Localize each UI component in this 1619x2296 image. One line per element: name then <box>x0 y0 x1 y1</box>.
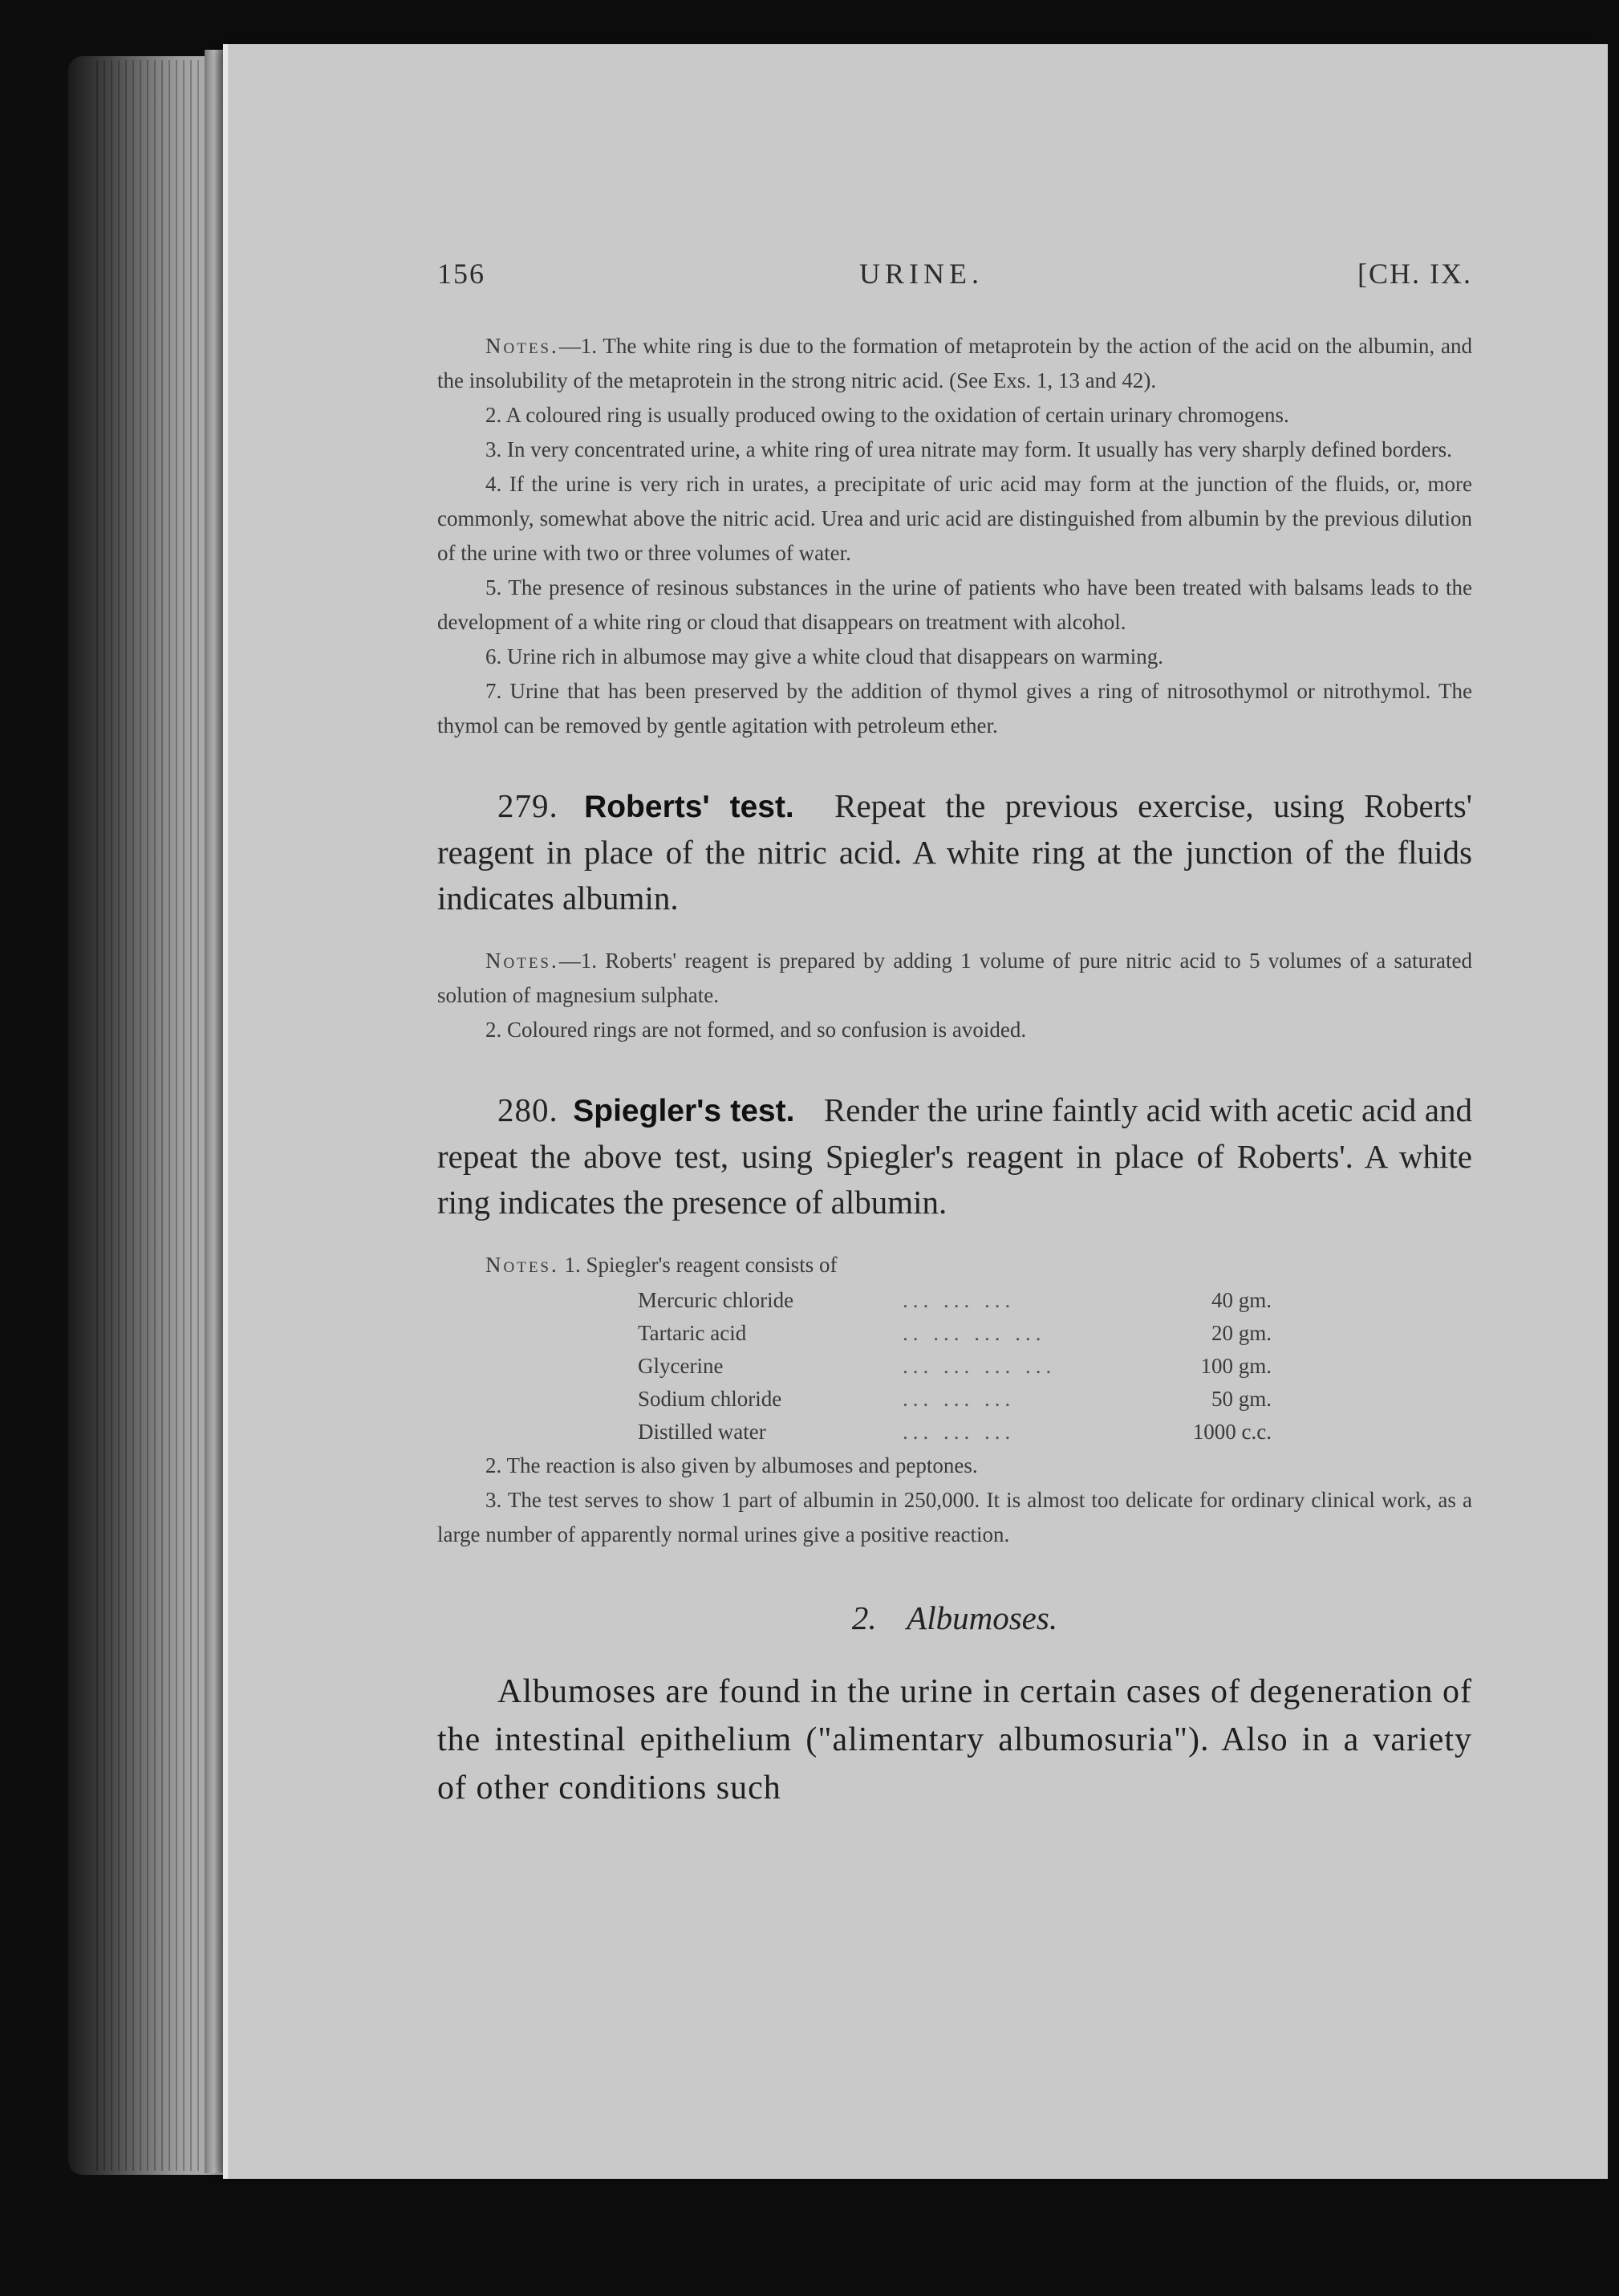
exercise-title: Roberts' test. <box>584 790 794 824</box>
page-gutter <box>205 50 224 2173</box>
section-title: Albumoses. <box>907 1599 1058 1636</box>
albumoses-paragraph: Albumoses are found in the urine in certain cases of degeneration of the intestinal epithelium ("alimentary albumosuria"). Also in a variety of other conditions such <box>437 1673 1472 1806</box>
recipe-row: Mercuric chloride ... ... ... 40 gm. <box>638 1288 1272 1312</box>
note-item: 4. If the urine is very rich in urates, a precipitate of uric acid may form at the junction of the fluids, or, more commonly, somewhat above the nitric acid. Urea and uric acid are distinguished from albumin by the previous dilution of the urine with two or three volumes of water. <box>437 472 1472 565</box>
note-item: 2. The reaction is also given by albumoses and peptones. <box>485 1453 978 1477</box>
recipe-row: Tartaric acid .. ... ... ... 20 gm. <box>638 1321 1272 1345</box>
notes-278 <box>437 329 1472 743</box>
page-number: 156 <box>437 258 485 290</box>
recipe-row: Distilled water ... ... ... 1000 c.c. <box>638 1420 1272 1444</box>
note-item: 2. A coloured ring is usually produced owing to the oxidation of certain urinary chromogens. <box>485 403 1289 427</box>
exercise-279 <box>437 783 1472 921</box>
notes-label: Notes. <box>485 334 559 358</box>
recipe-row: Glycerine ... ... ... ... 100 gm. <box>638 1354 1272 1378</box>
exercise-280 <box>437 1087 1472 1225</box>
running-head <box>437 257 1472 291</box>
running-title: URINE. <box>859 258 984 290</box>
note-item: 3. In very concentrated urine, a white ring of urea nitrate may form. It usually has very sharply defined borders. <box>485 437 1452 461</box>
reagent-recipe-table <box>638 1284 1272 1449</box>
note-item: 5. The presence of resinous substances in the urine of patients who have been treated with balsams leads to the development of a white ring or cloud that disappears on treatment with alcohol. <box>437 575 1472 634</box>
note-item: 3. The test serves to show 1 part of albumin in 250,000. It is almost too delicate for ordinary clinical work, as a large number of apparently normal urines give a positive reaction. <box>437 1488 1472 1546</box>
note-item: 6. Urine rich in albumose may give a white cloud that disappears on warming. <box>485 644 1164 668</box>
exercise-number: 280. <box>497 1091 558 1128</box>
section-heading <box>437 1599 1472 1637</box>
notes-label: Notes. <box>485 1253 559 1277</box>
note-item: Notes. 1. Spiegler's reagent consists of <box>485 1253 838 1277</box>
exercise-title: Spiegler's test. <box>573 1094 795 1128</box>
exercise-text: Repeat the previous exercise, using Roberts' reagent in place of the nitric acid. A white ring at the junction of the fluids indicates albumin. <box>437 787 1473 916</box>
exercise-text: Render the urine faintly acid with acetic acid and repeat the above test, using Spiegler's reagent in place of Roberts'. A white ring indicates the presence of albumin. <box>437 1091 1472 1221</box>
page-content <box>437 257 1472 1812</box>
chapter-label: [CH. IX. <box>1357 258 1472 290</box>
note-item: 7. Urine that has been preserved by the addition of thymol gives a ring of nitrosothymol or nitrothymol. The thymol can be removed by gentle agitation with petroleum ether. <box>437 679 1472 738</box>
recipe-row: Sodium chloride ... ... ... 50 gm. <box>638 1387 1272 1411</box>
note-item: Notes.—1. The white ring is due to the formation of metaprotein by the action of the acid on the albumin, and the insolubility of the metaprotein in the strong nitric acid. (See Exs. 1, 13 and 42). <box>437 334 1472 392</box>
section-number: 2. <box>851 1599 877 1636</box>
note-item: Notes.—1. Roberts' reagent is prepared by adding 1 volume of pure nitric acid to 5 volumes of a saturated solution of magnesium sulphate. <box>437 949 1472 1007</box>
notes-label: Notes. <box>485 949 559 973</box>
exercise-number: 279. <box>497 787 558 824</box>
notes-279 <box>437 944 1472 1047</box>
notes-280 <box>437 1248 1472 1552</box>
note-item: 2. Coloured rings are not formed, and so confusion is avoided. <box>485 1018 1027 1042</box>
